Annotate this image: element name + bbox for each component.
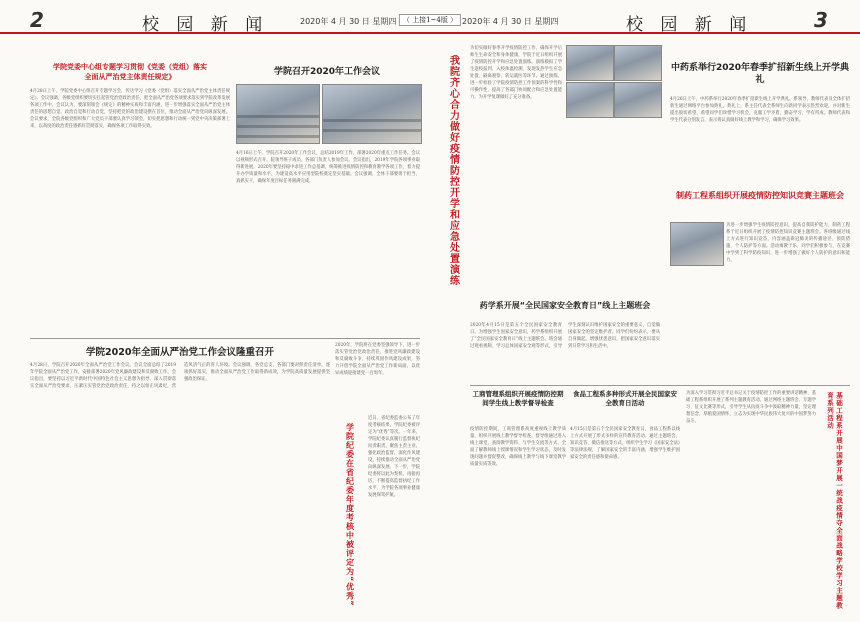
- body-food: 4月15日是第五个全民国家安全教育日，食品工程系以线上方式开展了形式多样的宣传教育活动。通过主题班会、知识竞答、微信推送等方式，组织学生学习《国家安全法》等法律法规，了解国家安全的丰富内涵，增强学生维护国家安全的责任感和使命感。: [570, 427, 680, 460]
- photo-quiz: [670, 222, 724, 266]
- body-business: 疫情防控期间，工商管理系高度重视线上教学质量，组织开展线上教学督导检查。督导组通过进入线上课堂、查阅教学资料、与学生交流等方式，全面了解教师线上授课情况和学生学习状态，及时发现问题并督促整改，确保线上教学与线下课堂教学质量实质等效。: [470, 427, 566, 467]
- vertical-headline-discipline-text: 学院纪委在省纪委年度考核中被评定为“优秀”: [345, 423, 355, 607]
- headline-quiz: 制药工程系组织开展疫情防控知识竞赛主题班会: [676, 191, 844, 200]
- vertical-headline-drill: [440, 45, 466, 295]
- body-party-meeting: 4月28日，学院召开2020年全面从严治党工作会议。会议全面总结了2019年学院全面从严治党工作，安排部署2020年党风廉政建设和反腐败工作。会议指出，要坚持以习近平新时代中国特色社会主义思想为指导，深入贯彻落实全面从严治党要求，压紧压实管党治党政治责任，持之以恒正风肃纪，营造风清气正的育人环境。会议强调，各党总支、各部门要对照责任清单，逐项抓好落实，推动全面从严治党工作取得新成效，为学院高质量发展提供坚强政治保证。: [30, 363, 330, 389]
- headline-box-quiz: [670, 190, 850, 220]
- page-number-right: 3: [814, 8, 828, 32]
- body-work-conference: 4月16日上午，学院召开2020年工作会议，总结2019年工作，部署2020年重点工作任务。会议以视频形式召开，院领导班子成员、各部门负责人参加会议。会议指出，2019年学院各项事业取得新进展，2020年要坚持稳中求进工作总基调，统筹推进疫情防控和教育教学各项工作，着力提升办学质量和水平，为建设高水平应用型院校奠定坚实基础。会议强调，全体干部要勇于担当、真抓实干，确保年度目标任务圆满完成。: [236, 151, 420, 184]
- page-number-left: 2: [30, 8, 44, 32]
- photo-drill-1: [566, 45, 614, 81]
- photo-drill-4: [614, 82, 662, 118]
- vertical-headline-discipline: [335, 415, 365, 615]
- left-masthead: [0, 6, 430, 34]
- body-security: 2020年4月15日是第五个全民国家安全教育日。为增强学生国家安全意识，药学系组织开展了“全民国家安全教育日”线上主题班会。班会通过观看视频、学习总体国家安全观等形式，引导学生深刻认识维护国家安全的重要意义，自觉做国家安全的坚定维护者。同学们纷纷表示，要从自身做起，增强忧患意识，把国家安全意识落实到日常学习和生活中。: [470, 323, 660, 349]
- body-basic-engineering: 为深入学习贯彻习近平总书记关于疫情防控工作的重要讲话精神，基础工程系组织开展了系列主题教育活动。通过网络主题班会、专题学习、征文比赛等形式，引导学生从抗疫斗争中汲取精神力量，坚定理想信念，厚植爱国情怀，立志为实现中华民族伟大复兴的中国梦努力奋斗。: [686, 391, 816, 424]
- masthead-date-left: 2020年 4 月 30 日 星期四: [300, 17, 397, 26]
- vertical-headline-basic-engineering: [820, 392, 850, 616]
- headline-box-food: [570, 390, 680, 424]
- headline-party-meeting: 学院2020年全面从严治党工作会议隆重召开: [86, 347, 274, 358]
- headline-box-security: [470, 300, 660, 322]
- headline-ceremony: 中药系举行2020年春季扩招新生线上开学典礼: [670, 63, 850, 85]
- headline-work-conference: 学院召开2020年工作会议: [273, 67, 381, 77]
- masthead-title-left: 校 园 新 闻: [142, 15, 269, 35]
- right-page: [430, 0, 860, 622]
- vertical-headline-basic-engineering-text: 基础工程系开展中国梦开展一统战疫情夺全面战略学校学习主题教育系列活动: [826, 392, 843, 610]
- headline-box-business: [470, 390, 566, 424]
- headline-business: 工商管理系组织开展疫情防控期间学生线上教学督导检查: [472, 390, 564, 407]
- body-discipline: 近日，省纪委监委公布了年度考核结果，学院纪委被评定为“优秀”等次。一年来，学院纪委认真履行监督执纪问责职责，聚焦主责主业，强化政治监督，深化作风建设，持续推动全面从严治党向纵深发展。下一步，学院纪委将以此为契机，再接再厉，不断提高监督执纪工作水平，为学院各项事业健康发展保驾护航。: [368, 416, 420, 498]
- headline-food: 食品工程系多种形式开展全民国家安全教育日活动: [573, 390, 677, 407]
- body-drill: 为切实做好春季开学疫情防控工作，确保开学后师生生命安全和身体健康，学院于近日组织开展了疫情防控开学和应急处置演练。演练模拟了学生返校报到、入校体温检测、发现发热学生应急处置、隔离观察、转运就医等环节。通过演练，进一步检验了学院疫情防控工作预案的科学性和可操作性，提高了各部门协同配合和应急处置能力，为开学复课做好了充分准备。: [470, 46, 562, 100]
- body-quiz: 为进一步增强学生疫情防控意识，提高自我防护能力，制药工程系于近日组织开展了疫情防控知识竞赛主题班会。各班级通过线上方式进行知识竞答，内容涵盖新冠肺炎的传播途径、预防措施、个人防护等方面。活动寓教于乐，同学们积极参与，在竞赛中学到了科学防疫知识，进一步增强了做好个人防护的意识和能力。: [726, 223, 850, 263]
- right-masthead: [430, 6, 860, 34]
- body-study-regulations: 4月28日上午，学院党委中心组召开专题学习会，传达学习《党委（党组）落实全面从严治党主体责任规定》。会议强调，各级党组织要切实扛起管党治党政治责任，把全面从严治党各项要求落实到学院改革发展各项工作中。会议认为，要深刻领会《规定》的精神实质和丰富内涵，进一步增强落实全面从严治党主体责任的思想自觉、政治自觉和行动自觉，坚持把党的政治建设摆在首位，推动全面从严治党向纵深发展。会议要求，全院各级党组织和广大党员干部要认真学习领会，切实把思想和行动统一到党中央决策部署上来，以高度的政治责任感抓好贯彻落实，确保各项工作取得实效。: [30, 89, 230, 129]
- headline-security: 药学系开展“全民国家安全教育日”线上主题班会: [479, 301, 651, 310]
- body-ceremony: 4月26日上午，中药系举行2020年春季扩招新生线上开学典礼。系领导、教师代表及全体扩招新生通过网络平台参加典礼。典礼上，系主任代表全系师生向新同学表示热烈欢迎，并对新生提出殷切希望，希望同学们珍惜学习机会，克服工学矛盾，勤奋学习，学有所成。教师代表和学生代表分别发言，表示将认真做好线上教学和学习，确保学习效果。: [670, 97, 850, 123]
- photo-conference-2: [322, 84, 422, 144]
- headline-box-party-meeting: [30, 340, 330, 362]
- headline-box-ceremony: [670, 62, 850, 92]
- article-study-regulations: [30, 40, 230, 335]
- masthead-title-right: 校 园 新 闻: [626, 15, 753, 35]
- vertical-headline-drill-text: 我院齐心合力做好疫情防控开学和应急处置演练: [447, 54, 459, 286]
- photo-conference: [236, 84, 320, 144]
- masthead-date-right: 2020年 4 月 30 日 星期四: [462, 17, 559, 26]
- headline-study-regulations: 学院党委中心组专题学习贯彻《党委（党组）落实全面从严治党主体责任规定》: [53, 63, 207, 81]
- issue-marker: （ 上接1~4版 ）: [399, 14, 461, 26]
- photo-drill-2: [566, 82, 614, 118]
- body-party-meeting-cont: 2020年，学院将在党委坚强领导下，进一步落实管党治党政治责任，推进党风廉政建设和反腐败斗争，持续巩固作风建设成果，努力开创学院全面从严治党工作新局面，以优异成绩迎接建党一百周年。: [335, 343, 420, 376]
- photo-drill-3: [614, 45, 662, 81]
